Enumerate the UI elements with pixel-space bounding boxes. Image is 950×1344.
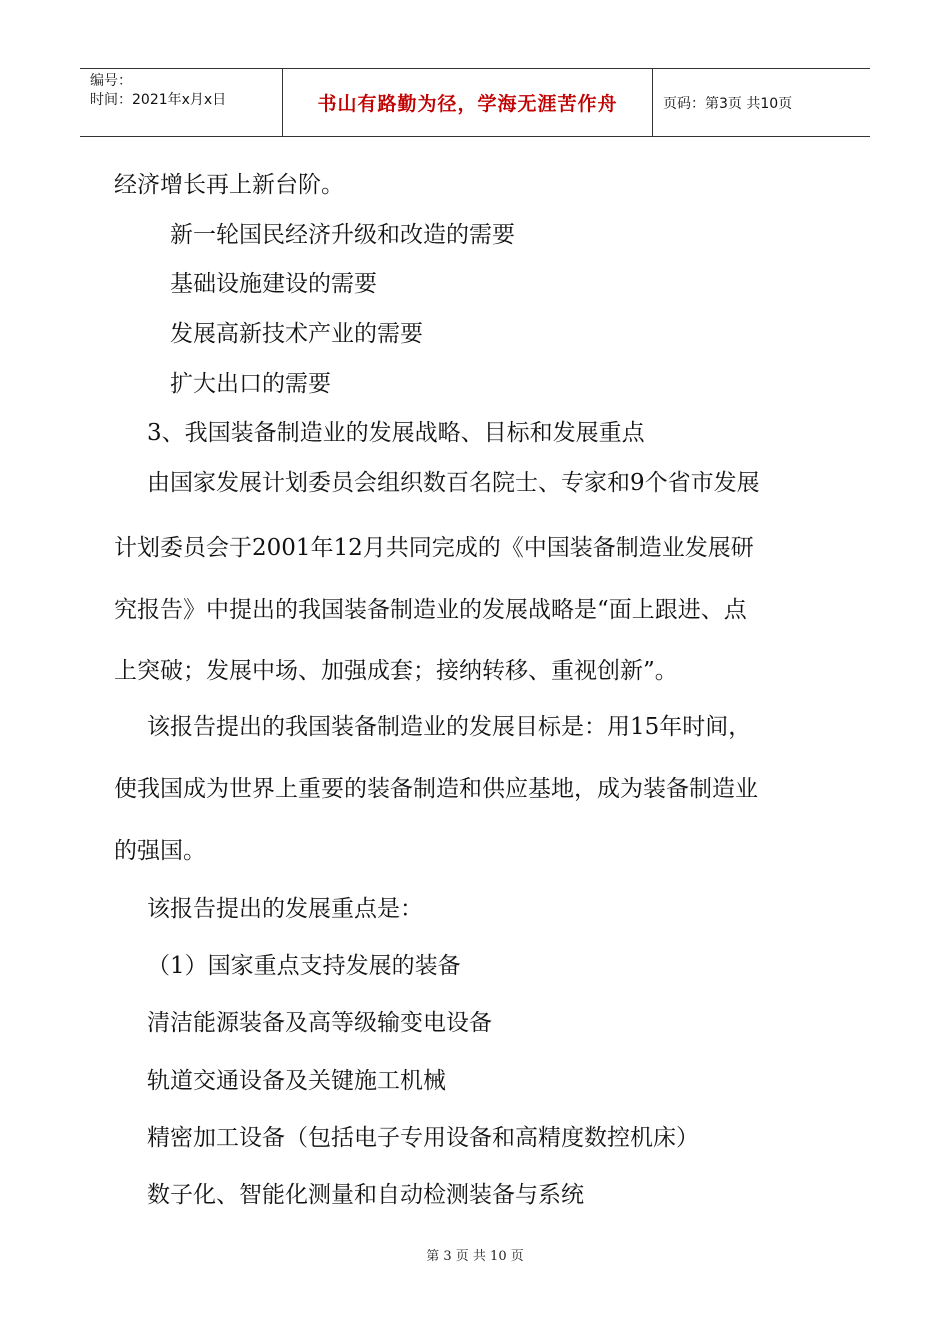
list-item: 轨道交通设备及关键施工机械 [147, 1068, 446, 1094]
list-item: 精密加工设备（包括电子专用设备和高精度数控机床） [147, 1125, 699, 1151]
body-line: 使我国成为世界上重要的装备制造和供应基地，成为装备制造业 [114, 776, 758, 802]
header-page-info: 页码：第3页 共10页 [663, 95, 793, 112]
section-heading: 3、我国装备制造业的发展战略、目标和发展重点 [147, 420, 645, 446]
body-line: 经济增长再上新台阶。 [114, 172, 344, 198]
body-line: 究报告》中提出的我国装备制造业的发展战略是“面上跟进、点 [114, 597, 747, 623]
page-footer: 第 3 页 共 10 页 [426, 1249, 524, 1264]
header-number-label: 编号： [90, 73, 132, 89]
header-page-cell [653, 69, 870, 136]
body-line: 该报告提出的发展重点是： [147, 896, 423, 922]
body-line: 计划委员会于2001年12月共同完成的《中国装备制造业发展研 [114, 535, 754, 561]
header-date-label: 时间：2021年x月x日 [90, 92, 227, 108]
body-line: 新一轮国民经济升级和改造的需要 [170, 222, 515, 248]
header-motto: 书山有路勤为径，学海无涯苦作舟 [317, 93, 618, 115]
list-heading: （1）国家重点支持发展的装备 [147, 953, 461, 979]
body-line: 的强国。 [114, 838, 206, 864]
body-line: 该报告提出的我国装备制造业的发展目标是：用15年时间， [147, 714, 752, 740]
list-item: 数子化、智能化测量和自动检测装备与系统 [147, 1182, 584, 1208]
body-line: 上突破；发展中场、加强成套；接纳转移、重视创新”。 [114, 658, 678, 684]
body-line: 发展高新技术产业的需要 [170, 321, 423, 347]
body-line: 由国家发展计划委员会组织数百名院士、专家和9个省市发展 [147, 470, 760, 496]
header-meta-cell [80, 69, 283, 136]
body-line: 扩大出口的需要 [170, 371, 331, 397]
document-header [80, 68, 870, 137]
body-line: 基础设施建设的需要 [170, 271, 377, 297]
header-motto-cell [283, 69, 653, 136]
list-item: 清洁能源装备及高等级输变电设备 [147, 1010, 492, 1036]
